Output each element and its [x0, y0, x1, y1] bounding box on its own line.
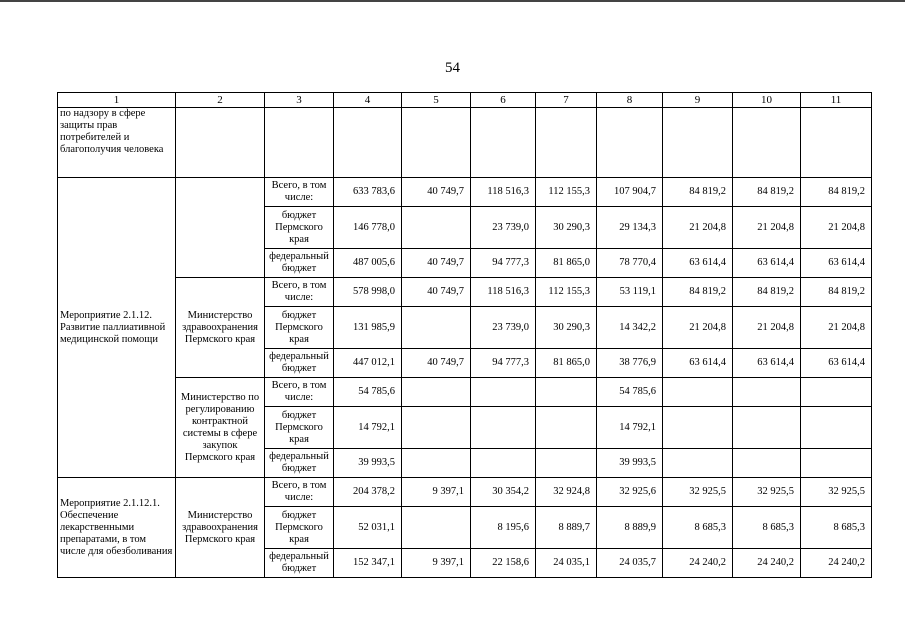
value-cell [402, 407, 471, 449]
value-cell: 8 685,3 [801, 507, 872, 549]
measure-name: Мероприятие 2.1.12. Развитие паллиативной медицинской помощи [58, 178, 176, 478]
value-cell: 14 792,1 [334, 407, 402, 449]
value-cell [536, 378, 597, 407]
value-cell: 21 204,8 [663, 207, 733, 249]
value-cell: 54 785,6 [334, 378, 402, 407]
value-cell [402, 207, 471, 249]
value-cell: 146 778,0 [334, 207, 402, 249]
value-cell: 107 904,7 [597, 178, 663, 207]
source-label: бюджет Пермского края [265, 207, 334, 249]
table-row [58, 378, 872, 407]
value-cell: 9 397,1 [402, 478, 471, 507]
value-cell: 578 998,0 [334, 278, 402, 307]
value-cell: 29 134,3 [597, 207, 663, 249]
value-cell: 21 204,8 [663, 307, 733, 349]
executor-name: Министерство здравоохранения Пермского края [176, 278, 265, 378]
value-cell: 63 614,4 [733, 349, 801, 378]
value-cell: 84 819,2 [663, 178, 733, 207]
value-cell: 40 749,7 [402, 249, 471, 278]
value-cell: 81 865,0 [536, 349, 597, 378]
source-label: Всего, в том числе: [265, 478, 334, 507]
value-cell: 84 819,2 [733, 278, 801, 307]
value-cell: 22 158,6 [471, 549, 536, 578]
header-cell: 1 [58, 93, 176, 108]
value-cell [801, 449, 872, 478]
table-row [58, 108, 872, 178]
executor-name: Министерство по регулированию контрактной системы в сфере закупок Пермского края [176, 378, 265, 478]
header-cell: 10 [733, 93, 801, 108]
value-cell: 9 397,1 [402, 549, 471, 578]
value-cell: 8 889,9 [597, 507, 663, 549]
table-row [58, 478, 872, 507]
value-cell: 63 614,4 [663, 249, 733, 278]
value-cell: 32 924,8 [536, 478, 597, 507]
value-cell: 40 749,7 [402, 349, 471, 378]
value-cell: 118 516,3 [471, 278, 536, 307]
value-cell: 24 240,2 [801, 549, 872, 578]
value-cell: 21 204,8 [733, 207, 801, 249]
value-cell: 23 739,0 [471, 207, 536, 249]
table-row [58, 178, 872, 207]
header-cell: 9 [663, 93, 733, 108]
header-cell: 11 [801, 93, 872, 108]
value-cell: 52 031,1 [334, 507, 402, 549]
value-cell: 112 155,3 [536, 278, 597, 307]
value-cell: 94 777,3 [471, 349, 536, 378]
value-cell: 24 240,2 [663, 549, 733, 578]
value-cell: 14 342,2 [597, 307, 663, 349]
value-cell: 84 819,2 [801, 178, 872, 207]
table-row [58, 278, 872, 307]
value-cell: 30 290,3 [536, 307, 597, 349]
value-cell: 118 516,3 [471, 178, 536, 207]
value-cell: 24 035,7 [597, 549, 663, 578]
value-cell: 14 792,1 [597, 407, 663, 449]
value-cell: 32 925,5 [733, 478, 801, 507]
value-cell: 8 685,3 [663, 507, 733, 549]
value-cell [801, 407, 872, 449]
value-cell: 81 865,0 [536, 249, 597, 278]
value-cell [733, 449, 801, 478]
value-cell: 54 785,6 [597, 378, 663, 407]
value-cell: 21 204,8 [733, 307, 801, 349]
source-label: федеральный бюджет [265, 449, 334, 478]
value-cell [663, 378, 733, 407]
value-cell [733, 378, 801, 407]
value-cell: 32 925,6 [597, 478, 663, 507]
header-cell: 4 [334, 93, 402, 108]
value-cell: 633 783,6 [334, 178, 402, 207]
value-cell [536, 407, 597, 449]
header-cell: 7 [536, 93, 597, 108]
value-cell [663, 449, 733, 478]
value-cell: 24 035,1 [536, 549, 597, 578]
value-cell [536, 449, 597, 478]
value-cell [402, 507, 471, 549]
value-cell: 487 005,6 [334, 249, 402, 278]
value-cell [471, 407, 536, 449]
value-cell [471, 449, 536, 478]
header-cell: 8 [597, 93, 663, 108]
top-border-line [0, 0, 905, 2]
value-cell: 21 204,8 [801, 207, 872, 249]
value-cell: 84 819,2 [733, 178, 801, 207]
value-cell: 84 819,2 [663, 278, 733, 307]
value-cell: 131 985,9 [334, 307, 402, 349]
source-label: федеральный бюджет [265, 549, 334, 578]
value-cell: 63 614,4 [801, 249, 872, 278]
header-cell: 6 [471, 93, 536, 108]
value-cell: 8 195,6 [471, 507, 536, 549]
value-cell [402, 449, 471, 478]
value-cell: 94 777,3 [471, 249, 536, 278]
value-cell: 21 204,8 [801, 307, 872, 349]
value-cell: 32 925,5 [663, 478, 733, 507]
value-cell: 40 749,7 [402, 278, 471, 307]
value-cell: 84 819,2 [801, 278, 872, 307]
value-cell: 30 354,2 [471, 478, 536, 507]
value-cell: 204 378,2 [334, 478, 402, 507]
value-cell: 39 993,5 [597, 449, 663, 478]
value-cell: 38 776,9 [597, 349, 663, 378]
value-cell [402, 378, 471, 407]
value-cell: 53 119,1 [597, 278, 663, 307]
header-cell: 2 [176, 93, 265, 108]
source-label: Всего, в том числе: [265, 278, 334, 307]
source-label: Всего, в том числе: [265, 178, 334, 207]
page-number: 54 [445, 60, 460, 76]
value-cell [733, 407, 801, 449]
source-label: федеральный бюджет [265, 349, 334, 378]
value-cell [801, 378, 872, 407]
budget-table [57, 92, 872, 578]
executor-cell [176, 178, 265, 278]
source-label: бюджет Пермского края [265, 507, 334, 549]
value-cell [663, 407, 733, 449]
value-cell: 63 614,4 [801, 349, 872, 378]
continued-measure-name: по надзору в сфере защиты прав потребителей и благополучия человека [58, 108, 176, 178]
value-cell: 24 240,2 [733, 549, 801, 578]
value-cell: 40 749,7 [402, 178, 471, 207]
source-label: бюджет Пермского края [265, 307, 334, 349]
value-cell: 39 993,5 [334, 449, 402, 478]
value-cell: 152 347,1 [334, 549, 402, 578]
value-cell: 112 155,3 [536, 178, 597, 207]
value-cell: 30 290,3 [536, 207, 597, 249]
value-cell: 63 614,4 [663, 349, 733, 378]
value-cell [402, 307, 471, 349]
executor-name: Министерство здравоохранения Пермского края [176, 478, 265, 578]
header-cell: 5 [402, 93, 471, 108]
source-label: Всего, в том числе: [265, 378, 334, 407]
header-row [58, 93, 872, 108]
value-cell: 8 685,3 [733, 507, 801, 549]
header-cell: 3 [265, 93, 334, 108]
value-cell: 63 614,4 [733, 249, 801, 278]
value-cell: 23 739,0 [471, 307, 536, 349]
value-cell: 8 889,7 [536, 507, 597, 549]
source-label: бюджет Пермского края [265, 407, 334, 449]
value-cell: 32 925,5 [801, 478, 872, 507]
measure-name: Мероприятие 2.1.12.1. Обеспечение лекарственными препаратами, в том числе для обезболивания [58, 478, 176, 578]
value-cell [471, 378, 536, 407]
source-label: федеральный бюджет [265, 249, 334, 278]
value-cell: 78 770,4 [597, 249, 663, 278]
value-cell: 447 012,1 [334, 349, 402, 378]
